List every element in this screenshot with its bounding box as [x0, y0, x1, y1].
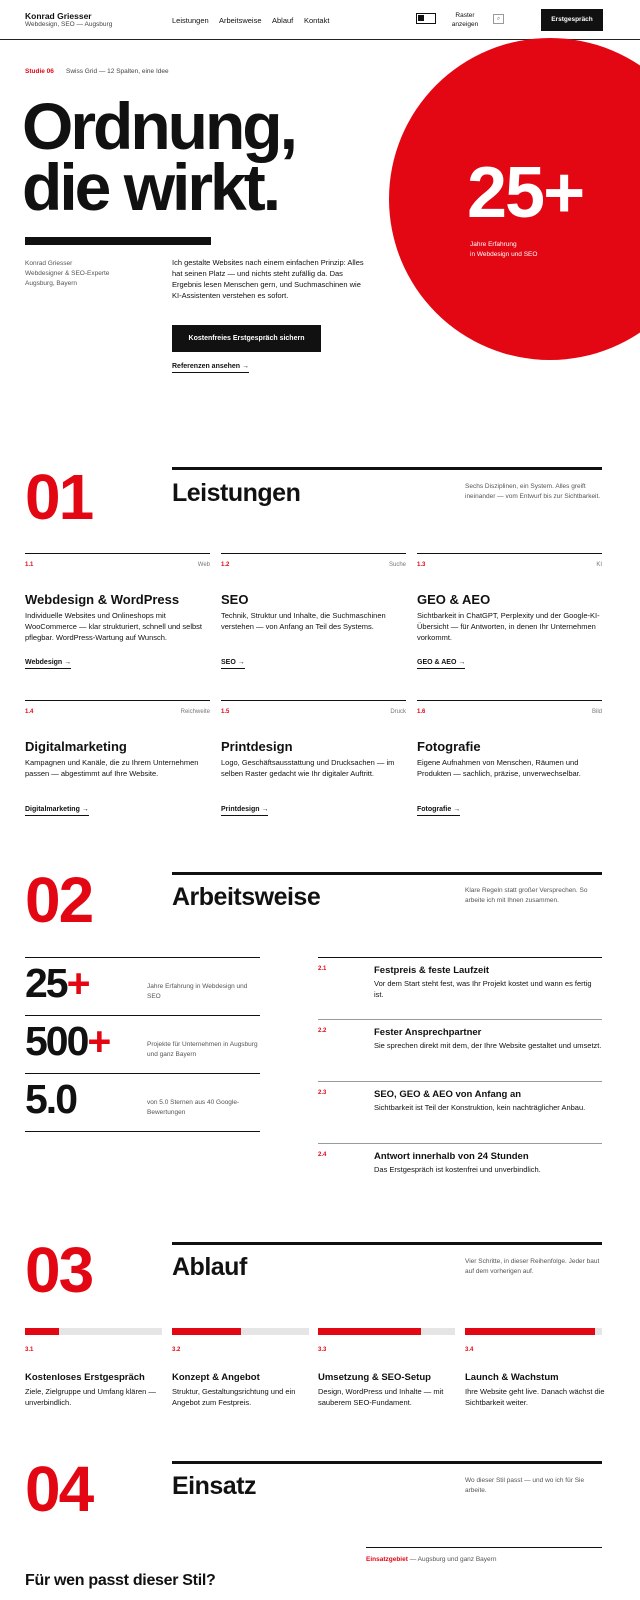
- stats-rule: [25, 1131, 260, 1132]
- principle-number: 2.1: [318, 966, 327, 972]
- stat-number: 5.0: [25, 1076, 76, 1122]
- arrow-right-icon: →: [242, 363, 250, 370]
- service-title: Webdesign & WordPress: [25, 592, 180, 607]
- stat-label: Jahre Erfahrung in Webdesign und SEO: [147, 983, 248, 1001]
- step-progress-bar: [25, 1328, 162, 1335]
- service-number: 1.5: [221, 709, 230, 715]
- step-title: Umsetzung & SEO-Setup: [318, 1372, 431, 1383]
- section-desc: Klare Regeln statt großer Versprechen. So arbeite ich mit Ihnen zusammen.: [465, 887, 588, 905]
- section-rule: [172, 467, 602, 470]
- service-title: Digitalmarketing: [25, 739, 127, 754]
- service-area: [366, 1556, 496, 1563]
- area-rule: [366, 1547, 602, 1548]
- stat-label: von 5.0 Sternen aus 40 Google-Bewertungen: [147, 1099, 240, 1117]
- service-text: Kampagnen und Kanäle, die zu Ihrem Unternehmen passen — abgestimmt auf Ihre Website.: [25, 758, 199, 779]
- arrow-right-icon: →: [261, 806, 269, 813]
- principle-item: [318, 1143, 602, 1205]
- step-title: Kostenloses Erstgespräch: [25, 1372, 145, 1383]
- hero-circle-caption: [470, 240, 537, 260]
- raster-toggle-label[interactable]: Raster anzeigen: [451, 12, 479, 29]
- stat-suffix: +: [87, 1018, 110, 1064]
- section-number: 02: [25, 864, 93, 936]
- step-text: Ihre Website geht live. Danach wächst die Sichtbarkeit weiter.: [465, 1387, 605, 1408]
- section-title: Einsatz: [172, 1472, 257, 1500]
- hero-title-line: Ordnung,: [22, 89, 295, 163]
- service-card: [25, 553, 210, 683]
- step-text: Ziele, Zielgruppe und Umfang klären — unverbindlich.: [25, 1387, 156, 1408]
- service-text: Sichtbarkeit in ChatGPT, Perplexity und der Google-KI-Übersicht — für Antworten, in denen Ihr Unternehmen vorkommt.: [417, 611, 600, 643]
- step-number: 3.4: [465, 1347, 474, 1353]
- step-title: Launch & Wachstum: [465, 1372, 559, 1383]
- service-title: Fotografie: [417, 739, 481, 754]
- service-tag: Reichweite: [180, 709, 210, 715]
- service-text: Individuelle Websites und Onlineshops mit WooCommerce — klar strukturiert, schnell und selbst pflegbar. WordPress-Wartung auf Wunsch.: [25, 611, 203, 643]
- service-link-label: Printdesign: [221, 806, 260, 813]
- principle-text: Das Erstgespräch ist kostenfrei und unverbindlich.: [374, 1165, 541, 1174]
- stat-item: [25, 1073, 260, 1131]
- area-label: Einsatzgebiet: [366, 1556, 408, 1563]
- service-tag: KI: [596, 562, 602, 568]
- stat-label: Projekte für Unternehmen in Augsburg und ganz Bayern: [147, 1041, 258, 1059]
- meta-role: Webdesigner & SEO-Experte: [25, 270, 110, 278]
- arrow-right-icon: →: [81, 806, 89, 813]
- step-text: Design, WordPress und Inhalte — mit sauberem SEO-Fundament.: [318, 1387, 444, 1408]
- principle-item: [318, 957, 602, 1019]
- circle-caption-line: Jahre Erfahrung: [470, 241, 517, 248]
- service-tag: Suche: [388, 562, 406, 568]
- service-card: [25, 700, 210, 830]
- arrow-right-icon: →: [237, 659, 245, 666]
- service-link[interactable]: [417, 806, 460, 816]
- service-link[interactable]: [221, 659, 245, 669]
- principle-text: Sie sprechen direkt mit dem, der Ihre Website gestaltet und umsetzt.: [374, 1041, 602, 1050]
- nav-kontakt[interactable]: Kontakt: [304, 16, 330, 25]
- hero-bar: [25, 237, 211, 245]
- service-title: GEO & AEO: [417, 592, 491, 607]
- service-link[interactable]: [221, 806, 268, 816]
- header-cta-button[interactable]: Erstgespräch: [541, 9, 603, 31]
- section-desc: Vier Schritte, in dieser Reihenfolge. Jeder baut auf dem vorherigen auf.: [465, 1258, 600, 1276]
- section-rule: [172, 872, 602, 875]
- meta-name: Konrad Griesser: [25, 260, 73, 267]
- hero-circle-number: 25+: [467, 153, 584, 233]
- toggle-knob: [418, 15, 424, 21]
- service-title: Printdesign: [221, 739, 293, 754]
- hero-title: [22, 89, 295, 225]
- section-desc: Wo dieser Stil passt — und wo ich für Sie arbeite.: [465, 1477, 585, 1495]
- service-link-label: Webdesign: [25, 659, 63, 666]
- hero-meta: [25, 259, 109, 289]
- stat-suffix: +: [66, 960, 89, 1006]
- step-title: Konzept & Angebot: [172, 1372, 260, 1383]
- hero-title-line: die wirkt.: [22, 150, 279, 225]
- service-link-label: SEO: [221, 659, 236, 666]
- service-link[interactable]: [417, 659, 465, 669]
- service-number: 1.3: [417, 562, 426, 568]
- step-text: Struktur, Gestaltungsrichtung und ein Angebot zum Festpreis.: [172, 1387, 296, 1408]
- area-value: — Augsburg und ganz Bayern: [409, 1556, 497, 1563]
- search-icon[interactable]: ⌕: [493, 14, 504, 24]
- service-tag: Web: [197, 562, 210, 568]
- service-tag: Bild: [591, 709, 602, 715]
- principle-number: 2.3: [318, 1090, 327, 1096]
- service-link[interactable]: [25, 659, 71, 669]
- hero-intro: Ich gestalte Websites nach einem einfachen Prinzip: Alles hat seinen Platz — und nichts steht zufällig da. Das Ergebnis lesen Menschen gern, und Suchmaschinen wie KI-Assistenten verstehen es sofort.: [172, 258, 364, 301]
- service-number: 1.1: [25, 562, 34, 568]
- raster-toggle[interactable]: [416, 13, 436, 24]
- step-progress-bar: [172, 1328, 309, 1335]
- service-number: 1.2: [221, 562, 230, 568]
- section-rule: [172, 1461, 602, 1464]
- nav-arbeitsweise[interactable]: Arbeitsweise: [219, 16, 262, 25]
- service-tag: Druck: [390, 709, 406, 715]
- nav-ablauf[interactable]: Ablauf: [272, 16, 294, 25]
- principle-item: [318, 1019, 602, 1081]
- principle-title: Festpreis & feste Laufzeit: [374, 965, 490, 976]
- brand-name[interactable]: Konrad Griesser: [25, 11, 92, 21]
- stat-value: [25, 962, 89, 1005]
- site-header: [0, 0, 640, 40]
- hero-cta-button[interactable]: Kostenfreies Erstgespräch sichern: [172, 325, 321, 352]
- section-rule: [172, 1242, 602, 1245]
- section-number: 01: [25, 461, 93, 533]
- stat-item: [25, 1015, 260, 1073]
- principle-title: Fester Ansprechpartner: [374, 1027, 482, 1038]
- stat-number: 25: [25, 960, 67, 1006]
- step-progress-fill: [172, 1328, 241, 1335]
- brand-tagline: Webdesign, SEO — Augsburg: [25, 21, 113, 28]
- step-progress-fill: [465, 1328, 595, 1335]
- stat-value: [25, 1078, 76, 1121]
- service-text: Logo, Geschäftsausstattung und Drucksachen — im selben Raster gedacht wie Ihr digitaler Auftritt.: [221, 758, 395, 779]
- service-number: 1.4: [25, 709, 34, 715]
- hero-kicker: Swiss Grid — 12 Spalten, eine Idee: [66, 68, 169, 75]
- section-number: 03: [25, 1234, 93, 1306]
- hero-kicker-label: Studie 06: [25, 68, 54, 75]
- step-progress-bar: [465, 1328, 602, 1335]
- references-link-label: Referenzen ansehen: [172, 363, 241, 370]
- step-progress-fill: [318, 1328, 421, 1335]
- principle-title: SEO, GEO & AEO von Anfang an: [374, 1089, 522, 1100]
- step-number: 3.3: [318, 1347, 327, 1353]
- step-progress-bar: [318, 1328, 455, 1335]
- service-card: [221, 700, 406, 830]
- section-title: Ablauf: [172, 1253, 247, 1281]
- stat-item: [25, 957, 260, 1015]
- meta-location: Augsburg, Bayern: [25, 280, 78, 288]
- section-number: 04: [25, 1453, 93, 1525]
- circle-caption-line: in Webdesign und SEO: [470, 250, 538, 258]
- step-number: 3.1: [25, 1347, 34, 1353]
- service-text: Technik, Struktur und Inhalte, die Suchmaschinen verstehen — von Anfang an Teil des Systems.: [221, 611, 386, 632]
- service-link-label: Fotografie: [417, 806, 452, 813]
- section-title: Arbeitsweise: [172, 883, 321, 911]
- service-link[interactable]: [25, 806, 89, 816]
- section-title: Leistungen: [172, 479, 301, 507]
- section-desc: Sechs Disziplinen, ein System. Alles greift ineinander — vom Entwurf bis zur Sichtbarkeit.: [465, 483, 601, 501]
- principle-number: 2.4: [318, 1152, 327, 1158]
- arrow-right-icon: →: [453, 806, 461, 813]
- service-card: [417, 700, 602, 830]
- principle-text: Vor dem Start steht fest, was Ihr Projekt kostet und wann es fertig ist.: [374, 979, 592, 1000]
- step-progress-fill: [25, 1328, 59, 1335]
- arrow-right-icon: →: [64, 659, 72, 666]
- principle-item: [318, 1081, 602, 1143]
- service-number: 1.6: [417, 709, 426, 715]
- usage-question: Für wen passt dieser Stil?: [25, 1572, 216, 1589]
- nav-leistungen[interactable]: Leistungen: [172, 16, 209, 25]
- stat-number: 500: [25, 1018, 88, 1064]
- service-link-label: Digitalmarketing: [25, 806, 80, 813]
- service-title: SEO: [221, 592, 249, 607]
- principle-text: Sichtbarkeit ist Teil der Konstruktion, kein nachträglicher Anbau.: [374, 1103, 586, 1112]
- step-number: 3.2: [172, 1347, 181, 1353]
- service-link-label: GEO & AEO: [417, 659, 457, 666]
- references-link[interactable]: [172, 363, 249, 373]
- principle-number: 2.2: [318, 1028, 327, 1034]
- principle-title: Antwort innerhalb von 24 Stunden: [374, 1151, 529, 1162]
- arrow-right-icon: →: [458, 659, 466, 666]
- service-card: [417, 553, 602, 683]
- stat-value: [25, 1020, 109, 1063]
- service-card: [221, 553, 406, 683]
- service-text: Eigene Aufnahmen von Menschen, Räumen und Produkten — sachlich, präzise, unverwechselbar.: [417, 758, 581, 779]
